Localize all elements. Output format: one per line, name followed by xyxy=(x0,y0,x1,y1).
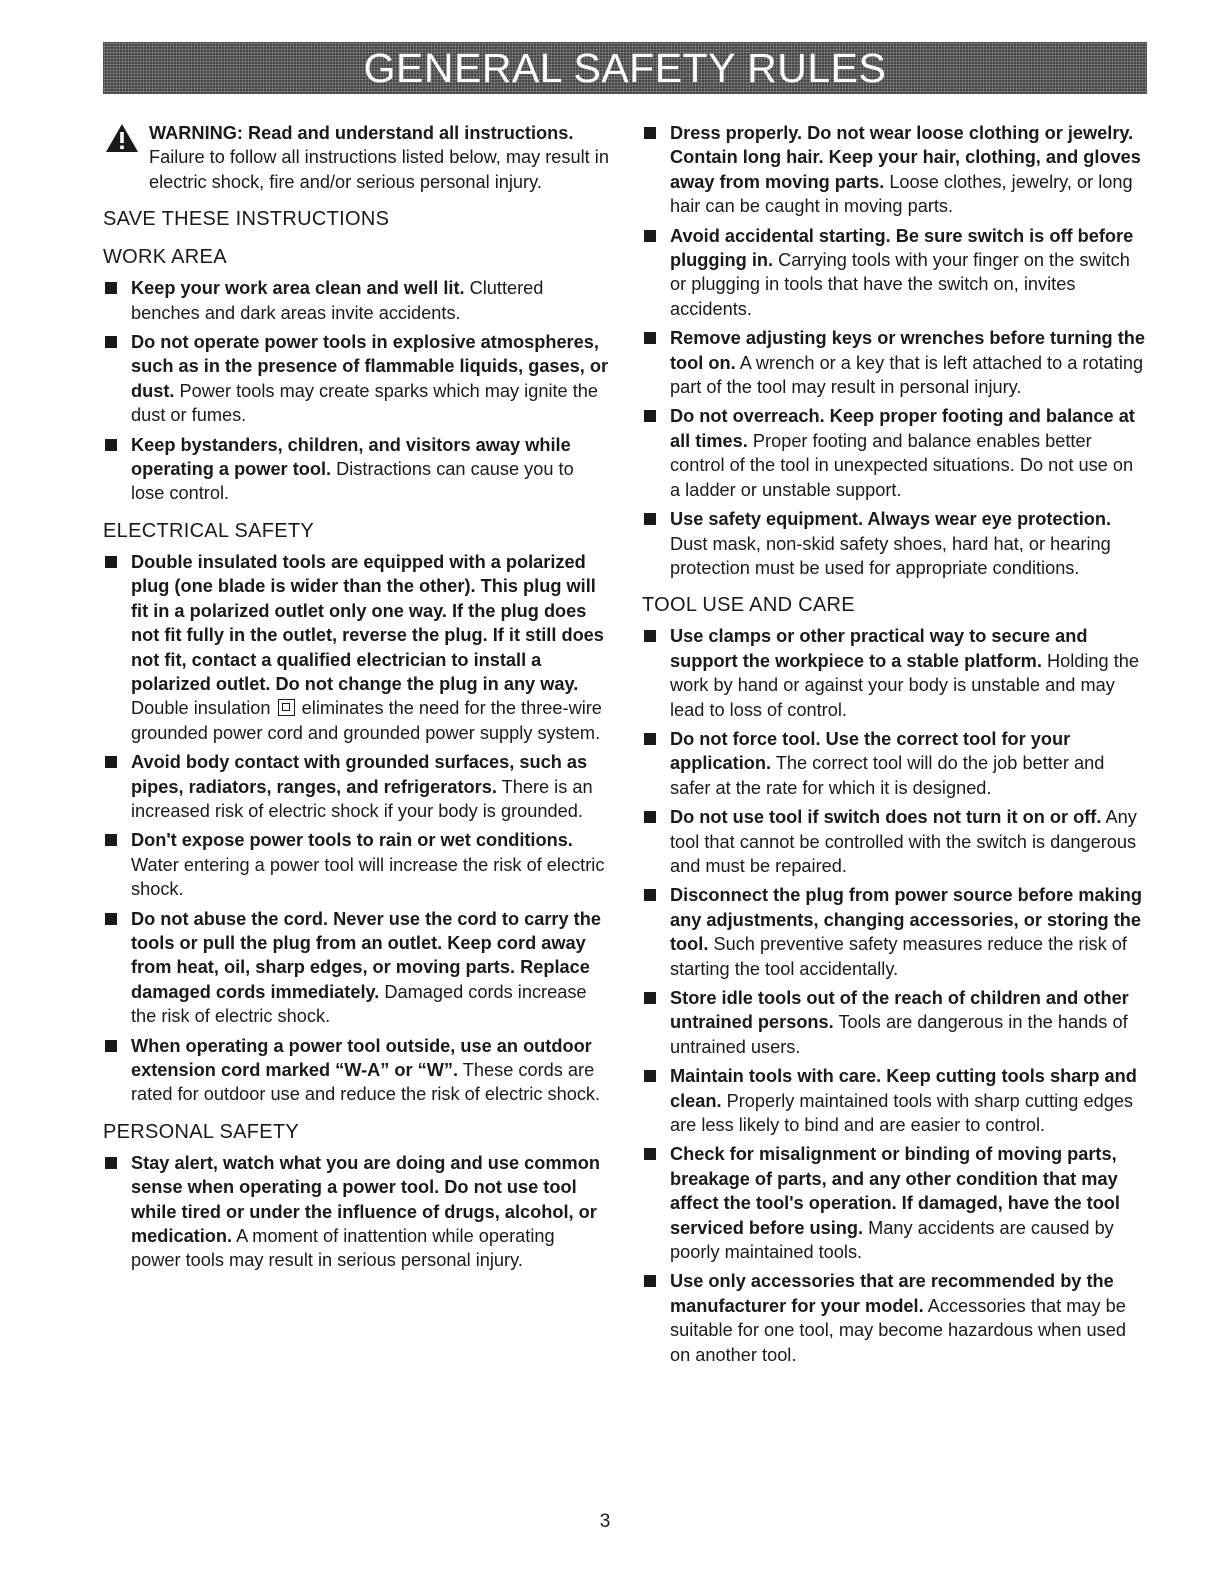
bullet-icon xyxy=(644,127,656,139)
list-item: Don't expose power tools to rain or wet conditions. Water entering a power tool will increase the risk of electric shock. xyxy=(103,828,609,901)
warning-bold: Read and understand all instructions. xyxy=(242,123,574,143)
list-item: Use clamps or other practical way to secure and support the workpiece to a stable platform. Holding the work by hand or against your body is unstable and may lead to loss of control. xyxy=(642,624,1146,722)
work-area-heading: WORK AREA xyxy=(103,246,227,269)
bullet-icon xyxy=(644,992,656,1004)
list-item: Keep bystanders, children, and visitors away while operating a power tool. Distractions can cause you to lose control. xyxy=(103,433,609,506)
warning-text: Failure to follow all instructions listed below, may result in electric shock, fire and/or serious personal injury. xyxy=(149,147,609,192)
electrical-safety-heading: ELECTRICAL SAFETY xyxy=(103,519,315,542)
right-column xyxy=(642,121,1146,1372)
bullet-icon xyxy=(105,1040,117,1052)
bullet-icon xyxy=(644,332,656,344)
list-item: Do not operate power tools in explosive atmospheres, such as in the presence of flammable liquids, gases, or dust. Power tools may create sparks which may ignite the dust or fumes. xyxy=(103,330,609,428)
bullet-icon xyxy=(644,1275,656,1287)
bullet-icon xyxy=(105,834,117,846)
bullet-icon xyxy=(644,1070,656,1082)
list-item: Stay alert, watch what you are doing and use common sense when operating a power tool. Do not use tool while tired or under the influence of drugs, alcohol, or medication. A moment of inattention while operating power tools may result in serious personal injury. xyxy=(103,1151,609,1273)
page-title: GENERAL SAFETY RULES xyxy=(363,44,887,91)
title-banner xyxy=(103,42,1147,94)
list-item: Double insulated tools are equipped with a polarized plug (one blade is wider than the other). This plug will fit in a polarized outlet only one way. If the plug does not fit fully in the outlet, reverse the plug. If it still does not fit, contact a qualified electrician to install a polarized outlet. Do not change the plug in any way. Double insulation eliminates the need for the three-wire grounded power cord and grounded power supply system. xyxy=(103,550,609,745)
list-item: Do not overreach. Keep proper footing and balance at all times. Proper footing and balance enables better control of the tool in unexpected situations. Do not use on a ladder or unstable support. xyxy=(642,404,1146,502)
list-item: Do not abuse the cord. Never use the cord to carry the tools or pull the plug from an outlet. Keep cord away from heat, oil, sharp edges, or moving parts. Replace damaged cords immediately. Damaged cords increase the risk of electric shock. xyxy=(103,907,609,1029)
bullet-icon xyxy=(105,1157,117,1169)
bullet-icon xyxy=(644,889,656,901)
bullet-icon xyxy=(644,1148,656,1160)
list-item: Check for misalignment or binding of moving parts, breakage of parts, and any other condition that may affect the tool's operation. If damaged, have the tool serviced before using. Many accidents are caused by poorly maintained tools. xyxy=(642,1142,1146,1264)
bullet-icon xyxy=(105,556,117,568)
list-item: Do not force tool. Use the correct tool for your application. The correct tool will do the job better and safer at the rate for which it is designed. xyxy=(642,727,1146,800)
bullet-icon xyxy=(105,913,117,925)
bullet-icon xyxy=(644,811,656,823)
bullet-icon xyxy=(105,756,117,768)
list-item: Maintain tools with care. Keep cutting tools sharp and clean. Properly maintained tools with sharp cutting edges are less likely to bind and are easier to control. xyxy=(642,1064,1146,1137)
save-instructions-heading: SAVE THESE INSTRUCTIONS xyxy=(103,208,390,231)
double-insulation-icon xyxy=(278,699,295,716)
bullet-icon xyxy=(644,410,656,422)
list-item: Store idle tools out of the reach of children and other untrained persons. Tools are dangerous in the hands of untrained users. xyxy=(642,986,1146,1059)
list-item: Keep your work area clean and well lit. Cluttered benches and dark areas invite accidents. xyxy=(103,276,609,325)
list-item: Avoid accidental starting. Be sure switch is off before plugging in. Carrying tools with your finger on the switch or plugging in tools that have the switch on, invites accidents. xyxy=(642,224,1146,322)
bullet-icon xyxy=(105,439,117,451)
bullet-icon xyxy=(644,513,656,525)
bullet-icon xyxy=(644,733,656,745)
page-number: 3 xyxy=(599,1511,611,1532)
bullet-icon xyxy=(644,630,656,642)
list-item: Use only accessories that are recommended by the manufacturer for your model. Accessories that may be suitable for one tool, may become hazardous when used on another tool. xyxy=(642,1269,1146,1367)
bullet-icon xyxy=(105,282,117,294)
warning-label: WARNING: xyxy=(149,123,243,143)
list-item: Use safety equipment. Always wear eye protection. Dust mask, non-skid safety shoes, hard hat, or hearing protection must be used for appropriate conditions. xyxy=(642,507,1146,580)
list-item: Dress properly. Do not wear loose clothing or jewelry. Contain long hair. Keep your hair, clothing, and gloves away from moving parts. Loose clothes, jewelry, or long hair can be caught in moving parts. xyxy=(642,121,1146,219)
list-item: Disconnect the plug from power source before making any adjustments, changing accessories, or storing the tool. Such preventive safety measures reduce the risk of starting the tool accidentally. xyxy=(642,883,1146,981)
personal-safety-heading: PERSONAL SAFETY xyxy=(103,1120,300,1143)
list-item: Remove adjusting keys or wrenches before turning the tool on. A wrench or a key that is left attached to a rotating part of the tool may result in personal injury. xyxy=(642,326,1146,399)
warning-triangle-icon xyxy=(105,123,139,153)
left-column xyxy=(103,121,609,1278)
warning-block xyxy=(103,121,609,194)
list-item: Do not use tool if switch does not turn it on or off. Any tool that cannot be controlled with the switch is dangerous and must be repaired. xyxy=(642,805,1146,878)
tool-use-heading: TOOL USE AND CARE xyxy=(642,594,855,617)
bullet-icon xyxy=(105,336,117,348)
list-item: Avoid body contact with grounded surfaces, such as pipes, radiators, ranges, and refrigerators. There is an increased risk of electric shock if your body is grounded. xyxy=(103,750,609,823)
list-item: When operating a power tool outside, use an outdoor extension cord marked “W-A” or “W”. These cords are rated for outdoor use and reduce the risk of electric shock. xyxy=(103,1034,609,1107)
bullet-icon xyxy=(644,230,656,242)
